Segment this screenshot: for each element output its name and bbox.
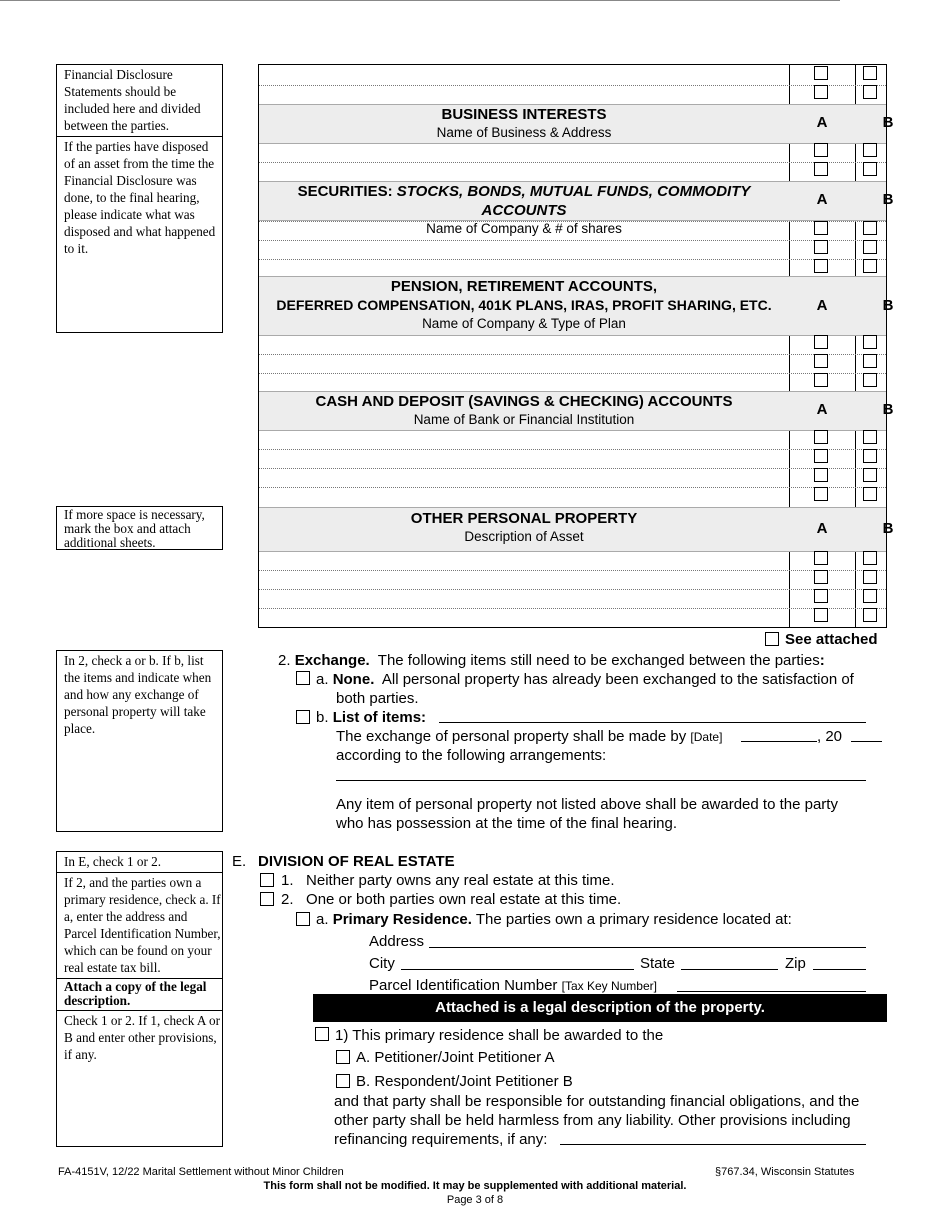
pension-header xyxy=(259,276,894,336)
business-interests-title: BUSINESS INTERESTS xyxy=(441,106,607,123)
exchange-b-line2: according to the following arrangements: xyxy=(336,747,607,764)
row-checkbox-a[interactable] xyxy=(814,221,828,235)
securities-title: SECURITIES: xyxy=(297,183,397,200)
row-checkbox-a[interactable] xyxy=(814,335,828,349)
exchange-year-field[interactable] xyxy=(851,741,882,742)
row-checkbox-a[interactable] xyxy=(814,354,828,368)
exchange-colon: : xyxy=(819,652,825,669)
primary-residence-checkbox[interactable] xyxy=(296,912,310,926)
table-row xyxy=(259,570,886,571)
table-row xyxy=(259,240,886,241)
row-checkbox-a[interactable] xyxy=(814,551,828,565)
col-a-label: A xyxy=(816,520,828,537)
row-checkbox-b[interactable] xyxy=(863,487,877,501)
table-row xyxy=(259,468,886,469)
exchange-a-text: All personal property has already been exchanged to the satisfaction of xyxy=(381,671,854,688)
col-b-label: B xyxy=(882,520,894,537)
table-row xyxy=(259,487,886,488)
see-attached-label: See attached xyxy=(785,631,878,648)
row-checkbox-b[interactable] xyxy=(863,468,877,482)
row-checkbox-a[interactable] xyxy=(814,85,828,99)
exchange-year-prefix: , 20 xyxy=(817,728,843,745)
table-row xyxy=(259,373,886,374)
list-items-field[interactable] xyxy=(439,722,866,723)
row-checkbox-b[interactable] xyxy=(863,66,877,80)
exchange-heading-line xyxy=(278,651,825,670)
row-checkbox-b[interactable] xyxy=(863,354,877,368)
exchange-intro: The following items still need to be exchanged between the parties xyxy=(377,652,820,669)
state-field[interactable] xyxy=(681,969,778,970)
col-b-label: B xyxy=(882,401,894,418)
primary-residence-heading: Primary Residence. xyxy=(332,911,472,928)
pension-title-line2: DEFERRED COMPENSATION, 401K PLANS, IRAS, PROFIT SHARING, ETC. xyxy=(276,297,772,313)
row-checkbox-b[interactable] xyxy=(863,85,877,99)
row-checkbox-a[interactable] xyxy=(814,449,828,463)
row-checkbox-a[interactable] xyxy=(814,608,828,622)
col-b-label: B xyxy=(882,191,894,208)
award-residence-text: This primary residence shall be awarded to the xyxy=(352,1027,664,1044)
row-checkbox-b[interactable] xyxy=(863,143,877,157)
row-checkbox-a[interactable] xyxy=(814,373,828,387)
row-checkbox-b[interactable] xyxy=(863,373,877,387)
col-a-label: A xyxy=(816,297,828,314)
real-estate-option2-checkbox[interactable] xyxy=(260,892,274,906)
table-row xyxy=(259,449,886,450)
respondent-b-checkbox[interactable] xyxy=(336,1074,350,1088)
row-checkbox-a[interactable] xyxy=(814,487,828,501)
col-a-label: A xyxy=(816,191,828,208)
real-estate-opt1-num: 1. xyxy=(281,872,294,889)
sidebar-more-space xyxy=(56,506,223,550)
city-label: City xyxy=(369,955,395,972)
sidebar-exchange xyxy=(56,650,223,832)
row-checkbox-b[interactable] xyxy=(863,570,877,584)
parcel-hint: [Tax Key Number] xyxy=(561,979,657,993)
responsibility-line3: refinancing requirements, if any: xyxy=(334,1131,548,1148)
footer-notice: This form shall not be modified. It may be supplemented with additional material. xyxy=(263,1180,687,1192)
col-b-label: B xyxy=(882,114,894,131)
more-space-note: If more space is necessary, mark the box and attach additional sheets. xyxy=(64,507,205,550)
table-row xyxy=(259,259,886,260)
real-estate-letter: E. xyxy=(232,853,247,870)
row-checkbox-b[interactable] xyxy=(863,589,877,603)
page-number: Page 3 of 8 xyxy=(446,1194,504,1206)
check-note: Check 1 or 2. If 1, check A or B and enter other provisions, if any. xyxy=(57,1010,222,1065)
row-checkbox-b[interactable] xyxy=(863,608,877,622)
responsibility-line2: other party shall be held harmless from any liability. Other provisions including xyxy=(334,1112,851,1129)
exchange-note: In 2, check a or b. If b, list the items and indicate when and how any exchange of personal property will take place. xyxy=(64,653,212,736)
exchange-heading: Exchange. xyxy=(294,652,370,669)
row-checkbox-b[interactable] xyxy=(863,449,877,463)
real-estate-opt2-num: 2. xyxy=(281,891,294,908)
real-estate-opt2-text: One or both parties own real estate at this time. xyxy=(306,891,622,908)
other-property-title: OTHER PERSONAL PROPERTY xyxy=(410,510,638,527)
sidebar-real-estate xyxy=(56,851,223,1147)
exchange-b-line1: The exchange of personal property shall be made by xyxy=(336,728,687,745)
primary-residence-text: The parties own a primary residence located at: xyxy=(475,911,792,928)
business-interests-subtitle: Name of Business & Address xyxy=(436,125,612,140)
exchange-b-letter: b. xyxy=(316,709,329,726)
col-b-label: B xyxy=(882,297,894,314)
row-checkbox-a[interactable] xyxy=(814,66,828,80)
responsibility-line1: and that party shall be responsible for outstanding financial obligations, and the xyxy=(334,1093,860,1110)
table-row xyxy=(259,85,886,86)
row-checkbox-a[interactable] xyxy=(814,430,828,444)
row-checkbox-b[interactable] xyxy=(863,335,877,349)
other-property-header xyxy=(259,507,894,552)
zip-field[interactable] xyxy=(813,969,866,970)
petitioner-a-checkbox[interactable] xyxy=(336,1050,350,1064)
exchange-b-bold: List of items: xyxy=(332,709,427,726)
sidebar-notes-assets xyxy=(56,64,223,333)
address-label: Address xyxy=(369,933,425,950)
exchange-option-a xyxy=(316,670,854,689)
exchange-date-line xyxy=(336,727,722,747)
exchange-a-letter: a. xyxy=(316,671,329,688)
primary-residence-letter: a. xyxy=(316,911,329,928)
form-id: FA-4151V, 12/22 Marital Settlement without Minor Children xyxy=(58,1166,344,1178)
city-field[interactable] xyxy=(401,969,634,970)
col-a-label: A xyxy=(816,114,828,131)
table-row xyxy=(259,354,886,355)
primary-residence-line xyxy=(316,910,792,929)
real-estate-option1-checkbox[interactable] xyxy=(260,873,274,887)
row-checkbox-b[interactable] xyxy=(863,259,877,273)
table-row xyxy=(259,589,886,590)
cash-deposit-title: CASH AND DEPOSIT (SAVINGS & CHECKING) ACCOUNTS xyxy=(315,393,733,410)
securities-subtitle: Name of Company & # of shares xyxy=(426,221,622,236)
exchange-date-field[interactable] xyxy=(741,741,817,742)
cash-deposit-subtitle: Name of Bank or Financial Institution xyxy=(413,412,635,427)
top-rule xyxy=(0,0,840,1)
parcel-line xyxy=(369,976,657,996)
real-estate-option2 xyxy=(281,890,621,909)
refinancing-field[interactable] xyxy=(560,1144,866,1145)
row-checkbox-b[interactable] xyxy=(863,240,877,254)
award-residence-line xyxy=(335,1026,663,1045)
parcel-label: Parcel Identification Number xyxy=(369,977,558,994)
petitioner-a-label: A. Petitioner/Joint Petitioner A xyxy=(356,1049,555,1066)
other-property-subtitle: Description of Asset xyxy=(464,529,584,544)
attach-copy-note: Attach a copy of the legal description. xyxy=(57,978,222,1010)
financial-note: Financial Disclosure Statements should be included here and divided between the parties. xyxy=(64,67,201,133)
real-estate-check-note: In E, check 1 or 2. xyxy=(64,854,162,869)
parcel-field[interactable] xyxy=(677,991,866,992)
zip-label: Zip xyxy=(785,955,806,972)
address-field[interactable] xyxy=(429,947,866,948)
exchange-note-line1: Any item of personal property not listed above shall be awarded to the party xyxy=(336,796,838,813)
row-checkbox-a[interactable] xyxy=(814,570,828,584)
row-checkbox-b[interactable] xyxy=(863,162,877,176)
pension-title: PENSION, RETIREMENT ACCOUNTS, xyxy=(390,278,658,295)
row-checkbox-b[interactable] xyxy=(863,221,877,235)
row-checkbox-a[interactable] xyxy=(814,259,828,273)
primary-residence-note: If 2, and the parties own a primary residence, check a. If a, enter the address and Parcel Identification Number, which can be found on your real estate tax bill. xyxy=(57,872,222,978)
table-row xyxy=(259,162,886,163)
arrangements-field[interactable] xyxy=(336,780,866,781)
exchange-number: 2. xyxy=(278,652,291,669)
respondent-b-label: B. Respondent/Joint Petitioner B xyxy=(356,1073,573,1090)
real-estate-heading: DIVISION OF REAL ESTATE xyxy=(258,853,455,870)
securities-header xyxy=(259,181,894,236)
row-checkbox-a[interactable] xyxy=(814,468,828,482)
pension-subtitle: Name of Company & Type of Plan xyxy=(422,316,626,331)
cash-deposit-header xyxy=(259,391,894,431)
disposed-note: If the parties have disposed of an asset from the time the Financial Disclosure was done, to the final hearing, please indicate what was disposed and what happened to it. xyxy=(57,136,222,259)
table-row xyxy=(259,608,886,609)
state-label: State xyxy=(640,955,676,972)
business-interests-header xyxy=(259,104,894,144)
award-residence-checkbox[interactable] xyxy=(315,1027,329,1041)
row-checkbox-a[interactable] xyxy=(814,143,828,157)
legal-description-bar: Attached is a legal description of the property. xyxy=(313,994,887,1022)
row-checkbox-b[interactable] xyxy=(863,551,877,565)
exchange-a-bold: None. xyxy=(332,671,375,688)
row-checkbox-a[interactable] xyxy=(814,589,828,603)
real-estate-option1 xyxy=(281,871,615,890)
row-checkbox-a[interactable] xyxy=(814,240,828,254)
exchange-a-text-line2: both parties. xyxy=(336,690,419,707)
asset-table xyxy=(258,64,894,628)
row-checkbox-a[interactable] xyxy=(814,162,828,176)
exchange-option-b-checkbox[interactable] xyxy=(296,710,310,724)
exchange-date-hint: [Date] xyxy=(690,730,723,744)
securities-title-italic: STOCKS, BONDS, MUTUAL FUNDS, COMMODITY ACCOUNTS xyxy=(396,183,751,219)
col-a-label: A xyxy=(816,401,828,418)
see-attached-checkbox[interactable] xyxy=(765,632,779,646)
exchange-note-line2: who has possession at the time of the final hearing. xyxy=(336,815,678,832)
award-residence-num: 1) xyxy=(335,1027,349,1044)
statute: §767.34, Wisconsin Statutes xyxy=(715,1166,855,1178)
real-estate-opt1-text: Neither party owns any real estate at this time. xyxy=(306,872,615,889)
exchange-option-a-checkbox[interactable] xyxy=(296,671,310,685)
exchange-option-b xyxy=(316,708,426,727)
row-checkbox-b[interactable] xyxy=(863,430,877,444)
